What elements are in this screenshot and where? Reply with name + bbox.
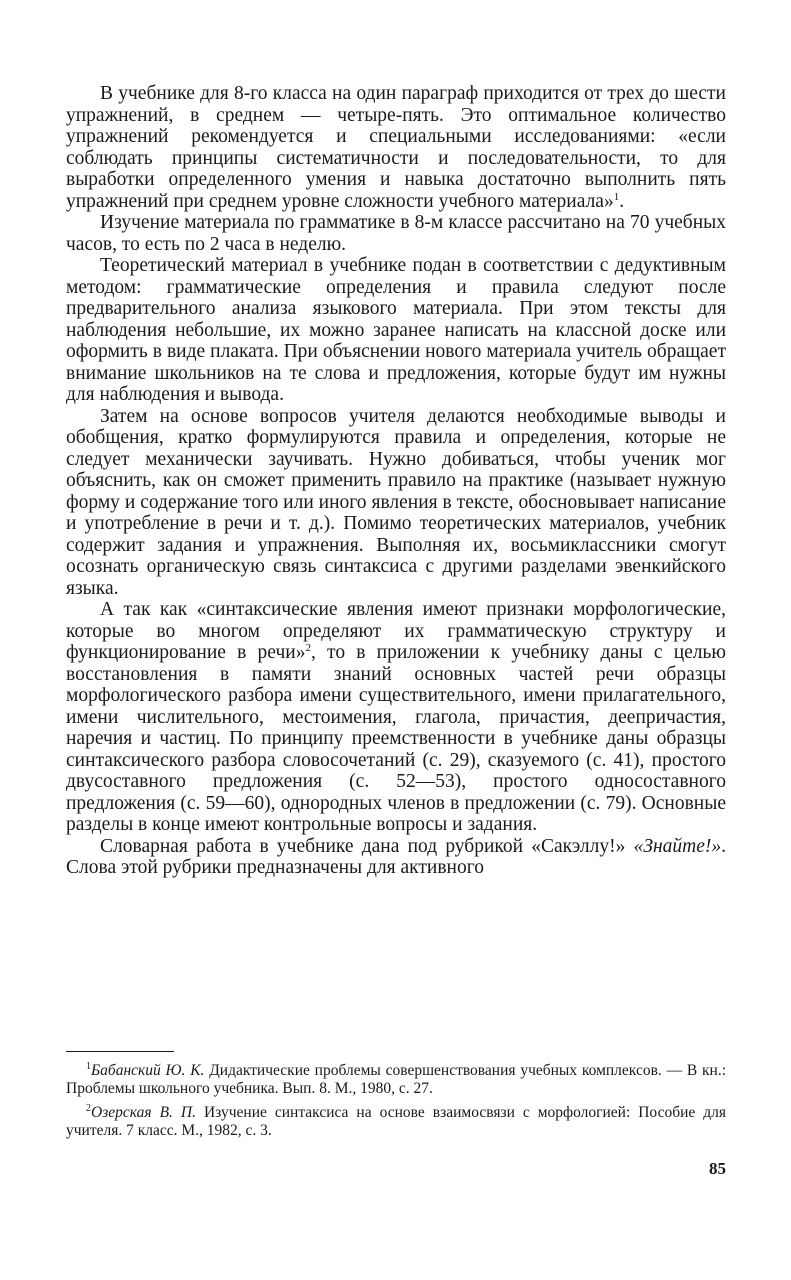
footnotes (66, 1062, 726, 1146)
paragraph-4: Затем на основе вопросов учителя делаются необходимые выводы и обобщения, кратко формулируются правила и определения, которые не следует механически заучивать. Нужно добиваться, чтобы ученик мог объяснить, как он сможет применить правило на практике (называет нужную форму и содержание того или иного явления в тексте, обосновывает написание и употребление в речи и т. д.). Помимо теоретических материалов, учебник содержит задания и упражнения. Выполняя их, восьмиклассники смогут осознать органическую связь синтаксиса с другими разделами эвенкийского языка. (66, 405, 726, 599)
footnote-2: $^2$Озерская В. П. Изучение синтаксиса на основе взаимосвязи с морфологией: Пособие для учителя. 7 класс. М., 1982, с. 3. (66, 1103, 727, 1139)
paragraph-5: А так как «синтаксические явления имеют признаки морфологические, которые во многом определяют их грамматическую структуру и функционирование в речи»$^2$, то в приложении к учебнику даны с целью восстановления в памяти знаний основных частей речи образцы морфологического разбора имени существительного, имени прилагательного, имени числительного, местоимения, глагола, причастия, деепричастия, наречия и частиц. По принципу преемственности в учебнике даны образцы синтаксического разбора словосочетаний (с. 29), сказуемого (с. 41), простого двусоставного предложения (с. 52—53), простого односоставного предложения (с. 59—60), однородных членов в предложении (с. 79). Основные разделы в конце имеют контрольные вопросы и задания. (66, 599, 726, 835)
paragraph-3: Теоретический материал в учебнике подан в соответствии с дедуктивным методом: грамматические определения и правила следуют после предварительного анализа языкового материала. При этом тексты для наблюдения небольшие, их можно заранее написать на классной доске или оформить в виде плаката. При объяснении нового материала учитель обращает внимание школьников на те слова и предложения, которые будут им нужны для наблюдения и вывода. (66, 255, 726, 405)
rubric-title: «Знайте!» (633, 835, 722, 857)
footnote-author: Озерская В. П. (91, 1104, 196, 1121)
paragraph-1: В учебнике для 8-го класса на один параграф приходится от трех до шести упражнений, в среднем — четыре-пять. Это оптимальное количество упражнений рекомендуется и специальными исследованиями: «если соблюдать принципы систематичности и последовательности, то для выработки определенного умения и навыка достаточно выполнить пять упражнений при среднем уровне сложности учебного материала»$^1$. (66, 83, 726, 212)
page-number: 85 (709, 1159, 726, 1178)
paragraph-2: Изучение материала по грамматике в 8-м классе рассчитано на 70 учебных часов, то есть по 2 часа в неделю. (66, 212, 726, 255)
footnote-author: Бабанский Ю. К. (91, 1062, 205, 1079)
footnote-divider (66, 1051, 174, 1052)
footnote-1: $^1$Бабанский Ю. К. Дидактические проблемы совершенствования учебных комплексов. — В кн.: Проблемы школьного учебника. Вып. 8. М., 1980, с. 27. (66, 1061, 727, 1097)
main-text (66, 83, 726, 879)
paragraph-6: Словарная работа в учебнике дана под рубрикой «Сакэллу!» «Знайте!». Слова этой рубрики предназначены для активного (66, 835, 726, 878)
footnote-reference-1: 1 (613, 190, 620, 203)
footnote-reference-2: 2 (305, 642, 311, 654)
